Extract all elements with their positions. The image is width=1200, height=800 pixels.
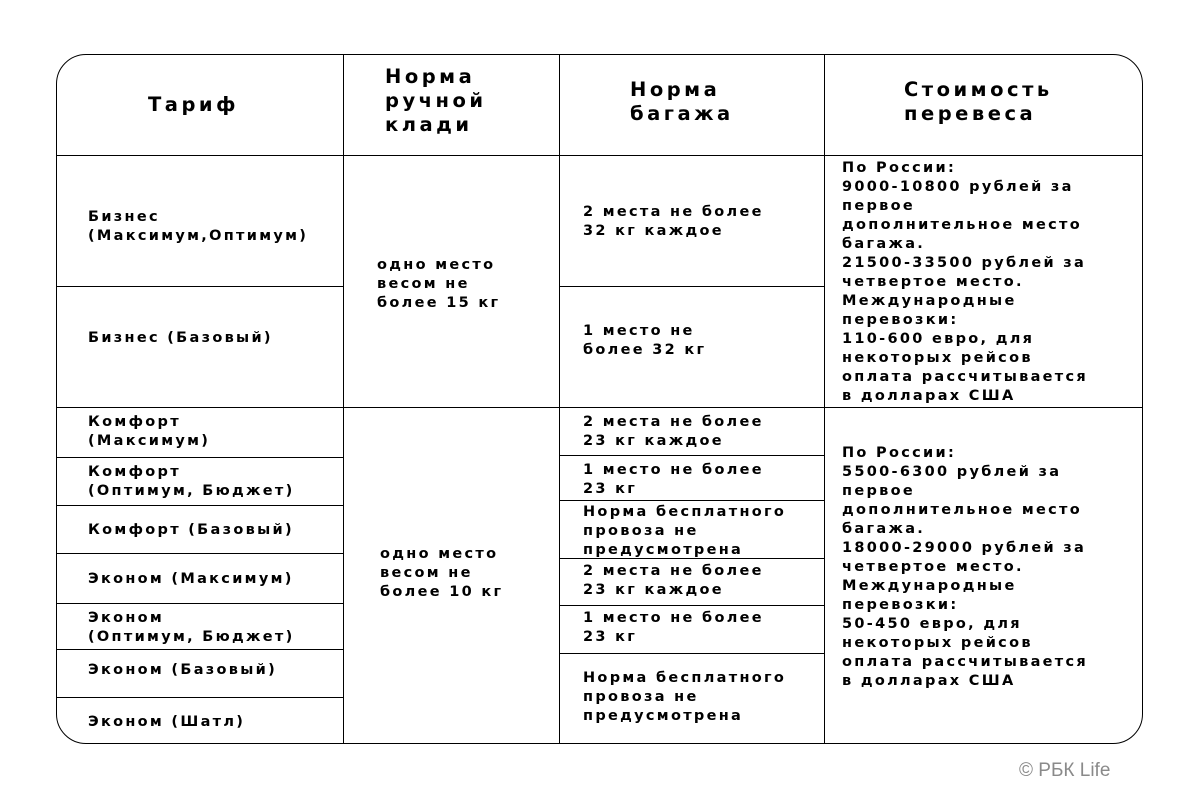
baggage-cell: 1 место не более 23 кг bbox=[583, 610, 764, 645]
header-tariff: Тариф bbox=[148, 93, 239, 116]
column-divider bbox=[343, 55, 344, 744]
row-divider bbox=[57, 505, 344, 506]
row-divider bbox=[560, 500, 824, 501]
tariff-cell: Бизнес (Базовый) bbox=[88, 330, 273, 346]
tariff-cell: Эконом (Максимум) bbox=[88, 571, 294, 587]
hand-luggage-cell: одно место весом не более 15 кг bbox=[377, 257, 501, 311]
row-divider bbox=[560, 605, 824, 606]
row-divider bbox=[57, 649, 344, 650]
baggage-cell: 1 место не более 32 кг bbox=[583, 323, 707, 358]
baggage-cell: Норма бесплатного провоза не предусмотрена bbox=[583, 670, 787, 724]
group-divider bbox=[57, 407, 1142, 408]
baggage-cell: 2 места не более 23 кг каждое bbox=[583, 563, 764, 598]
tariff-cell: Бизнес (Максимум,Оптимум) bbox=[88, 209, 309, 244]
row-divider bbox=[560, 455, 824, 456]
header-excess-cost: Стоимость перевеса bbox=[904, 78, 1053, 125]
tariff-cell: Комфорт (Базовый) bbox=[88, 522, 294, 538]
tariff-cell: Комфорт (Максимум) bbox=[88, 414, 211, 449]
baggage-cell: Норма бесплатного провоза не предусмотрена bbox=[583, 504, 787, 558]
row-divider bbox=[560, 653, 824, 654]
header-baggage: Норма багажа bbox=[630, 78, 734, 125]
column-divider bbox=[559, 55, 560, 744]
row-divider bbox=[57, 457, 344, 458]
baggage-cell: 1 место не более 23 кг bbox=[583, 462, 764, 497]
column-divider bbox=[824, 55, 825, 744]
baggage-cell: 2 места не более 32 кг каждое bbox=[583, 204, 764, 239]
row-divider bbox=[57, 603, 344, 604]
header-divider bbox=[57, 155, 1142, 156]
tariff-cell: Эконом (Базовый) bbox=[88, 662, 278, 678]
excess-cost-cell: По России: 9000-10800 рублей за первое дополнительное место багажа. 21500-33500 рублей за четвертое место. Международные перевозки: 110-600 евро, для некоторых рейсов оплата рассчитывается в долларах США bbox=[842, 160, 1089, 404]
tariff-cell: Эконом (Шатл) bbox=[88, 714, 246, 730]
hand-luggage-cell: одно место весом не более 10 кг bbox=[380, 546, 504, 600]
row-divider bbox=[57, 553, 344, 554]
tariff-cell: Комфорт (Оптимум, Бюджет) bbox=[88, 464, 295, 499]
tariff-cell: Эконом (Оптимум, Бюджет) bbox=[88, 610, 295, 645]
row-divider bbox=[560, 286, 824, 287]
header-hand-luggage: Норма ручной клади bbox=[385, 65, 487, 136]
baggage-cell: 2 места не более 23 кг каждое bbox=[583, 414, 764, 449]
row-divider bbox=[57, 286, 344, 287]
copyright-credit: © РБК Life bbox=[1019, 760, 1111, 781]
excess-cost-cell: По России: 5500-6300 рублей за первое дополнительное место багажа. 18000-29000 рублей за четвертое место. Международные перевозки: 50-450 евро, для некоторых рейсов оплата рассчитывается в долларах США bbox=[842, 445, 1089, 689]
row-divider bbox=[57, 697, 344, 698]
